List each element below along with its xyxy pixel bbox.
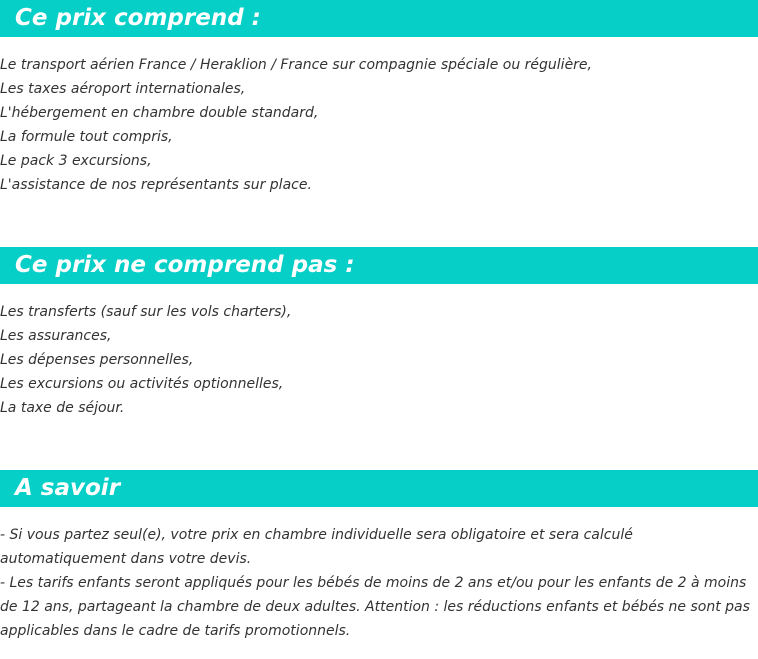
list-item: L'hébergement en chambre double standard, <box>0 105 319 121</box>
section-header-included: Ce prix comprend : <box>0 0 758 37</box>
list-item: La formule tout compris, <box>0 129 173 145</box>
list-item: Les excursions ou activités optionnelles, <box>0 376 284 392</box>
section-header-not-included: Ce prix ne comprend pas : <box>0 247 758 284</box>
not-included-list <box>0 300 758 420</box>
list-item: Les assurances, <box>0 328 112 344</box>
list-item: Les transferts (sauf sur les vols charters), <box>0 304 292 320</box>
list-item: La taxe de séjour. <box>0 400 125 416</box>
section-header-a-savoir: A savoir <box>0 470 758 507</box>
info-paragraph: - Les tarifs enfants seront appliqués pour les bébés de moins de 2 ans et/ou pour les enfants de 2 à moins de 12 ans, partageant la chambre de deux adultes. Attention : les réductions enfants et bébés ne sont pas applicables dans le cadre de tarifs promotionnels. <box>0 575 750 639</box>
included-list <box>0 53 758 197</box>
list-item: Le pack 3 excursions, <box>0 153 152 169</box>
list-item: L'assistance de nos représentants sur place. <box>0 177 312 193</box>
a-savoir-text <box>0 523 758 643</box>
list-item: Les taxes aéroport internationales, <box>0 81 246 97</box>
list-item: Les dépenses personnelles, <box>0 352 194 368</box>
list-item: Le transport aérien France / Heraklion / France sur compagnie spéciale ou régulière, <box>0 57 592 73</box>
info-paragraph: - Si vous partez seul(e), votre prix en chambre individuelle sera obligatoire et sera calculé automatiquement dans votre devis. <box>0 527 633 567</box>
